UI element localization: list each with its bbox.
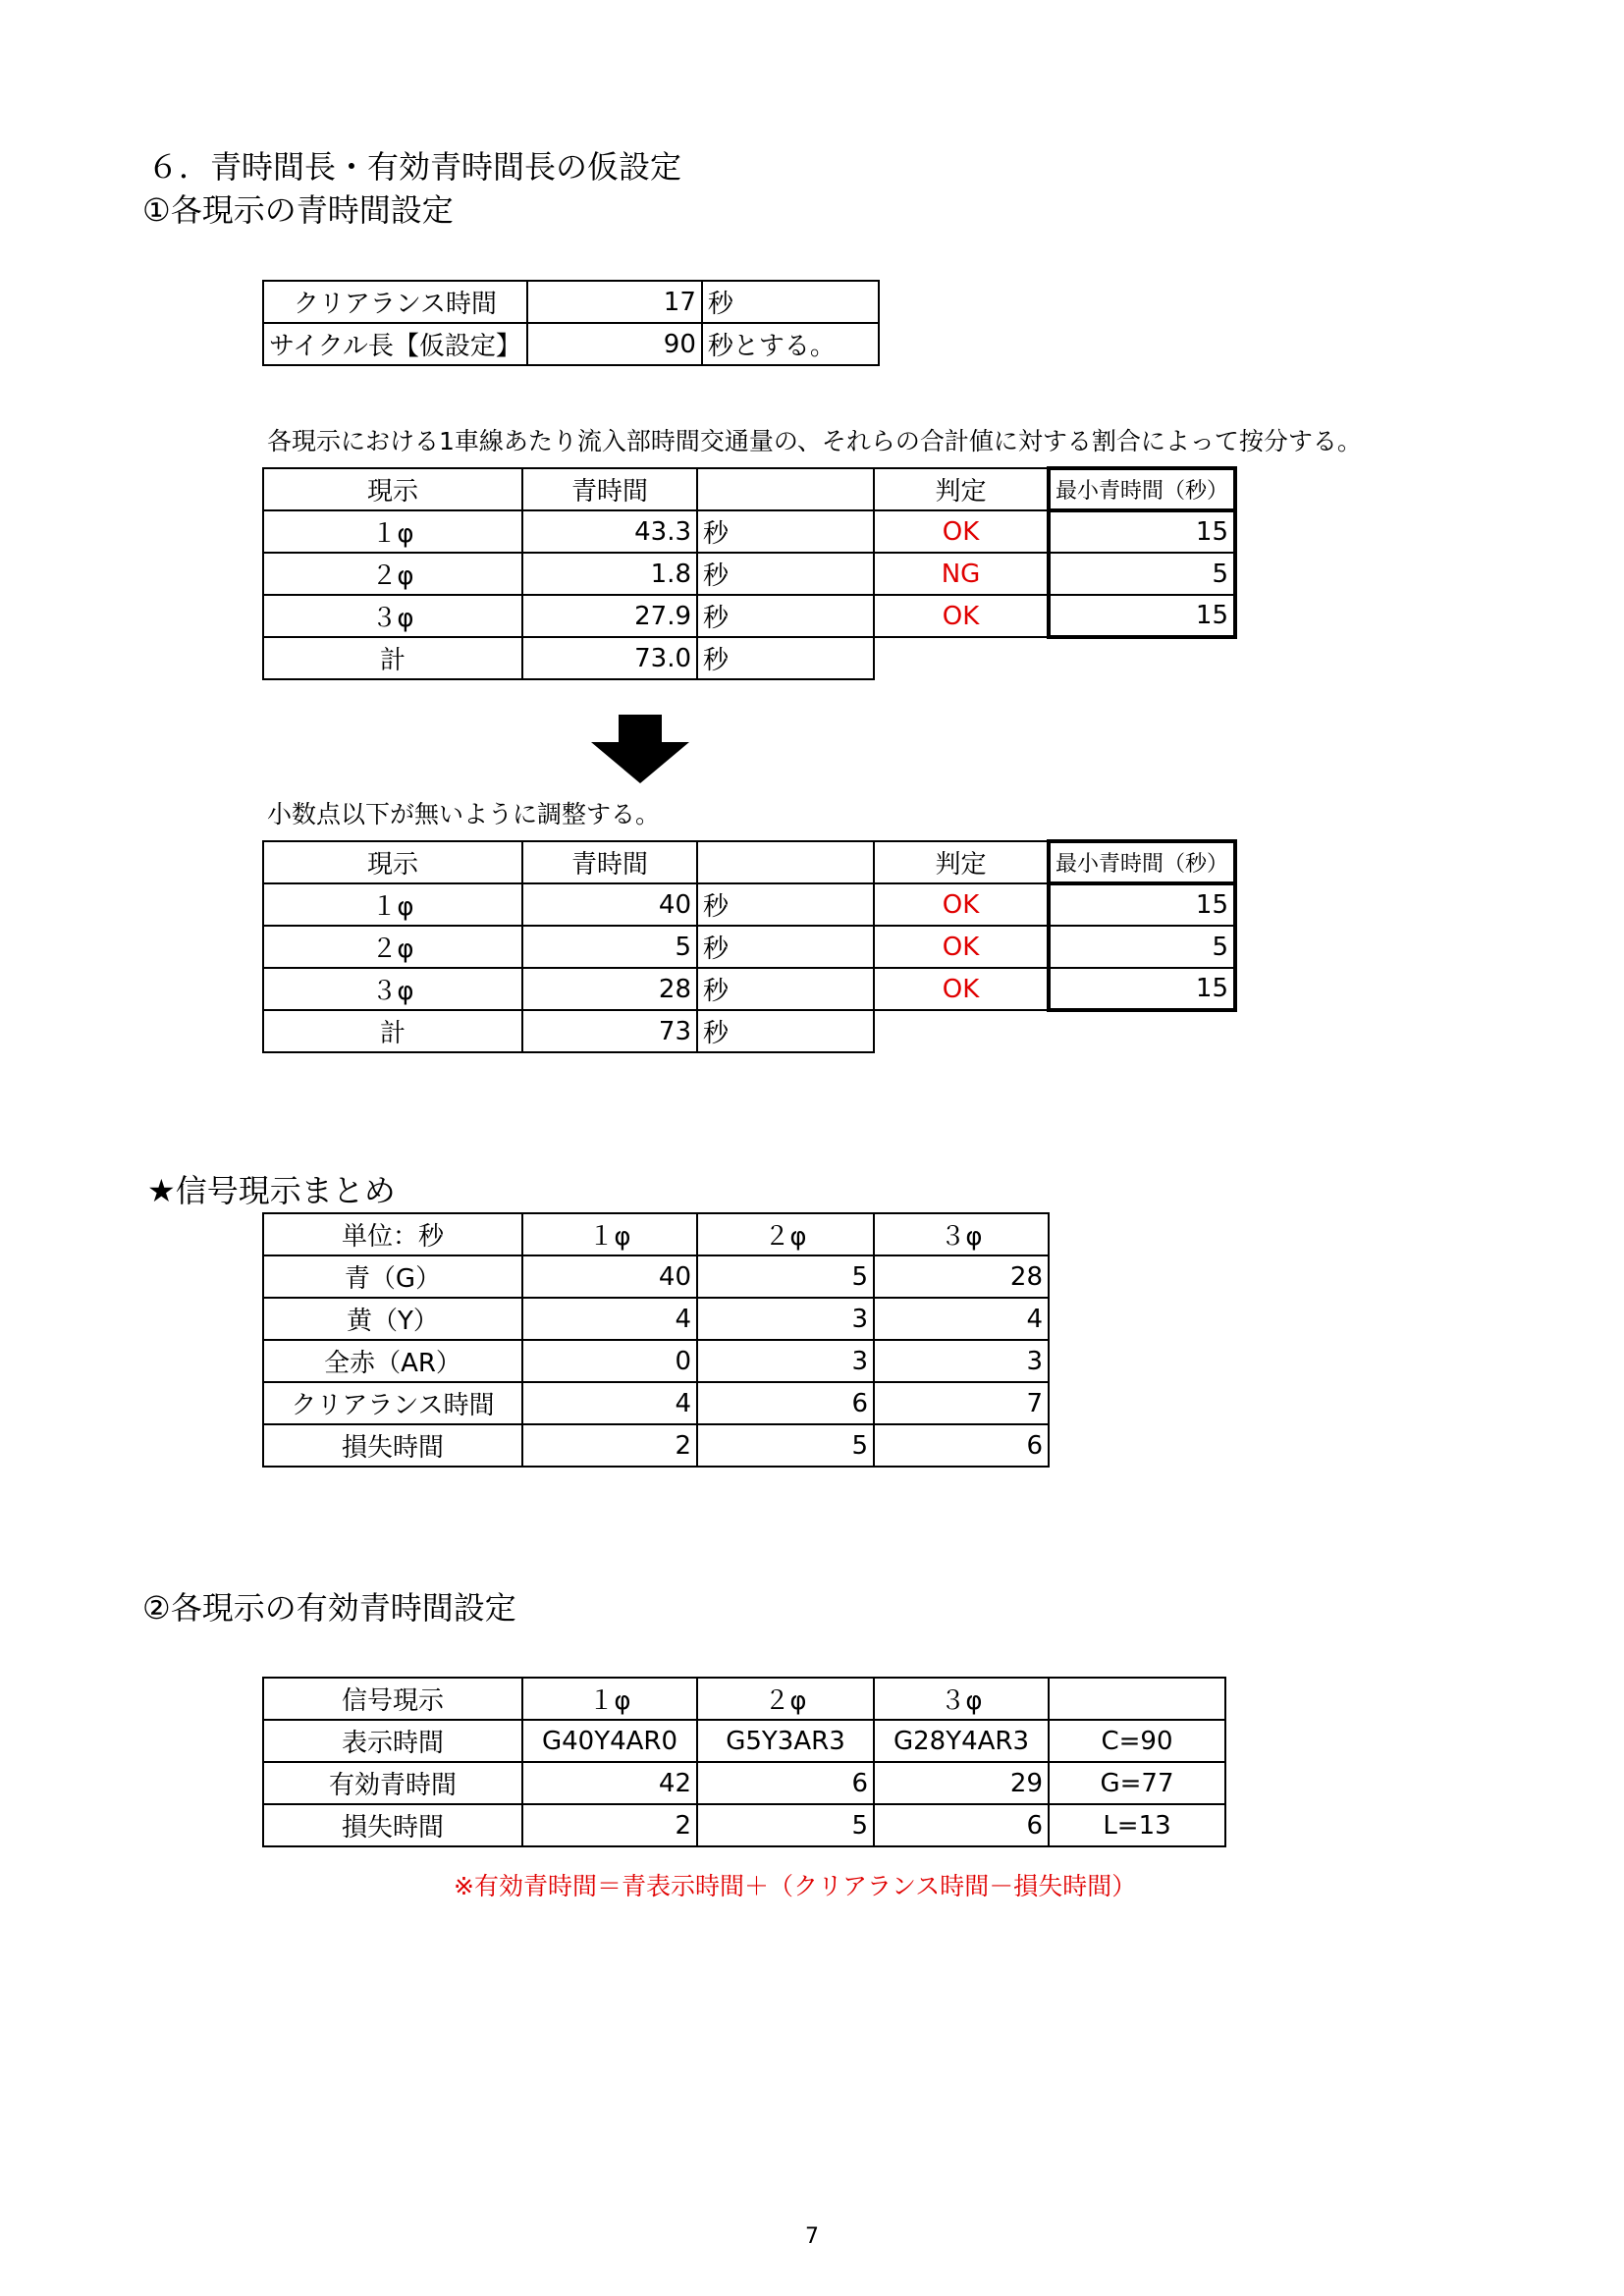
- phase-1-value: 2: [522, 1424, 697, 1467]
- setting-label: サイクル長【仮設定】: [263, 323, 527, 365]
- min-green-cell: 15: [1049, 968, 1235, 1010]
- phase-2-value: G5Y3AR3: [697, 1720, 874, 1762]
- setting-unit: 秒とする。: [702, 323, 879, 365]
- table-row: [263, 1804, 1225, 1846]
- down-arrow-icon: [591, 715, 689, 783]
- phase-cell: ３φ: [263, 595, 522, 637]
- header-blank: [697, 841, 874, 883]
- setting-label: クリアランス時間: [263, 281, 527, 323]
- header-unit: 単位：秒: [263, 1213, 522, 1255]
- header-green: 青時間: [522, 468, 697, 510]
- total-green: 73: [522, 1010, 697, 1052]
- header-totals: [1049, 1678, 1225, 1720]
- min-green-cell: 15: [1049, 595, 1235, 637]
- allocation-note: 各現示における1車線あたり流入部時間交通量の、それらの合計値に対する割合によって按分する。: [267, 427, 1362, 455]
- settings-table: [262, 280, 880, 366]
- total-label: 計: [263, 637, 522, 679]
- phase-2-value: 5: [697, 1804, 874, 1846]
- judge-cell: OK: [874, 968, 1049, 1010]
- phase-1-value: 4: [522, 1298, 697, 1340]
- judge-cell: OK: [874, 883, 1049, 926]
- table-header-row: [263, 1213, 1049, 1255]
- section-title: ６．青時間長・有効青時間長の仮設定: [147, 148, 682, 186]
- row-label: クリアランス時間: [263, 1382, 522, 1424]
- total-value: C=90: [1049, 1720, 1225, 1762]
- header-phase-3: ３φ: [874, 1213, 1049, 1255]
- subsection-title-effective-green: ②各現示の有効青時間設定: [142, 1589, 516, 1627]
- table-header-row: [263, 1678, 1225, 1720]
- table-row: [263, 510, 1235, 553]
- table-header-row: [263, 468, 1235, 510]
- table-header-row: [263, 841, 1235, 883]
- phase-cell: ２φ: [263, 926, 522, 968]
- header-green: 青時間: [522, 841, 697, 883]
- row-label: 黄（Y）: [263, 1298, 522, 1340]
- header-phase-1: １φ: [522, 1678, 697, 1720]
- green-cell: 5: [522, 926, 697, 968]
- header-min-green: 最小青時間（秒）: [1049, 841, 1235, 883]
- phase-3-value: 7: [874, 1382, 1049, 1424]
- table-row: [263, 1382, 1049, 1424]
- table-row: [263, 595, 1235, 637]
- judge-cell: OK: [874, 595, 1049, 637]
- table-row: [263, 1424, 1049, 1467]
- min-green-cell: 15: [1049, 510, 1235, 553]
- total-unit: 秒: [697, 1010, 874, 1052]
- unit-cell: 秒: [697, 595, 874, 637]
- total-label: 計: [263, 1010, 522, 1052]
- phase-1-value: 40: [522, 1255, 697, 1298]
- green-cell: 27.9: [522, 595, 697, 637]
- phase-3-value: 6: [874, 1424, 1049, 1467]
- phase-2-value: 3: [697, 1298, 874, 1340]
- table-row: [263, 553, 1235, 595]
- phase-1-value: G40Y4AR0: [522, 1720, 697, 1762]
- phase-1-value: 4: [522, 1382, 697, 1424]
- row-label: 全赤（AR）: [263, 1340, 522, 1382]
- phase-2-value: 3: [697, 1340, 874, 1382]
- phase-cell: １φ: [263, 510, 522, 553]
- green-time-table-initial: [262, 466, 1237, 680]
- green-cell: 28: [522, 968, 697, 1010]
- phase-3-value: G28Y4AR3: [874, 1720, 1049, 1762]
- row-label: 表示時間: [263, 1720, 522, 1762]
- min-green-cell: 5: [1049, 553, 1235, 595]
- header-judge: 判定: [874, 468, 1049, 510]
- table-row: [263, 1720, 1225, 1762]
- total-unit: 秒: [697, 637, 874, 679]
- unit-cell: 秒: [697, 926, 874, 968]
- setting-value: 17: [527, 281, 702, 323]
- header-phase: 現示: [263, 468, 522, 510]
- header-phase: 現示: [263, 841, 522, 883]
- subsection-title-green-time: ①各現示の青時間設定: [142, 191, 454, 229]
- judge-cell: NG: [874, 553, 1049, 595]
- phase-cell: ２φ: [263, 553, 522, 595]
- row-label: 青（G）: [263, 1255, 522, 1298]
- phase-2-value: 5: [697, 1424, 874, 1467]
- phase-3-value: 29: [874, 1762, 1049, 1804]
- table-row: [263, 883, 1235, 926]
- green-cell: 40: [522, 883, 697, 926]
- phase-cell: ３φ: [263, 968, 522, 1010]
- header-phase-1: １φ: [522, 1213, 697, 1255]
- phase-1-value: 0: [522, 1340, 697, 1382]
- judge-cell: OK: [874, 926, 1049, 968]
- header-phase-3: ３φ: [874, 1678, 1049, 1720]
- table-row: [263, 1340, 1049, 1382]
- min-green-cell: 15: [1049, 883, 1235, 926]
- unit-cell: 秒: [697, 968, 874, 1010]
- phase-3-value: 28: [874, 1255, 1049, 1298]
- judge-cell: OK: [874, 510, 1049, 553]
- table-row: [263, 968, 1235, 1010]
- green-time-table-adjusted: [262, 839, 1237, 1053]
- row-label: 損失時間: [263, 1804, 522, 1846]
- table-total-row: [263, 1010, 1235, 1052]
- header-phase-2: ２φ: [697, 1678, 874, 1720]
- phase-2-value: 6: [697, 1382, 874, 1424]
- min-green-cell: 5: [1049, 926, 1235, 968]
- green-cell: 1.8: [522, 553, 697, 595]
- unit-cell: 秒: [697, 553, 874, 595]
- page-number: 7: [805, 2224, 819, 2249]
- green-cell: 43.3: [522, 510, 697, 553]
- phase-1-value: 2: [522, 1804, 697, 1846]
- row-label: 損失時間: [263, 1424, 522, 1467]
- table-total-row: [263, 637, 1235, 679]
- header-phase-2: ２φ: [697, 1213, 874, 1255]
- header-judge: 判定: [874, 841, 1049, 883]
- formula-note: ※有効青時間＝青表示時間＋（クリアランス時間－損失時間）: [454, 1872, 1137, 1900]
- table-row: [263, 1298, 1049, 1340]
- table-row: [263, 926, 1235, 968]
- phase-3-value: 4: [874, 1298, 1049, 1340]
- unit-cell: 秒: [697, 883, 874, 926]
- table-row: [263, 1762, 1225, 1804]
- phase-3-value: 3: [874, 1340, 1049, 1382]
- setting-unit: 秒: [702, 281, 879, 323]
- phase-2-value: 5: [697, 1255, 874, 1298]
- table-row: [263, 323, 879, 365]
- table-row: [263, 281, 879, 323]
- unit-cell: 秒: [697, 510, 874, 553]
- total-value: G=77: [1049, 1762, 1225, 1804]
- table-row: [263, 1255, 1049, 1298]
- signal-summary-table: [262, 1212, 1050, 1468]
- total-green: 73.0: [522, 637, 697, 679]
- phase-cell: １φ: [263, 883, 522, 926]
- setting-value: 90: [527, 323, 702, 365]
- effective-green-table: [262, 1677, 1226, 1847]
- header-min-green: 最小青時間（秒）: [1049, 468, 1235, 510]
- phase-3-value: 6: [874, 1804, 1049, 1846]
- phase-2-value: 6: [697, 1762, 874, 1804]
- adjust-note: 小数点以下が無いように調整する。: [267, 800, 661, 828]
- total-value: L=13: [1049, 1804, 1225, 1846]
- phase-1-value: 42: [522, 1762, 697, 1804]
- summary-title: ★信号現示まとめ: [147, 1172, 396, 1209]
- row-label: 有効青時間: [263, 1762, 522, 1804]
- header-blank: [697, 468, 874, 510]
- header-signal-phase: 信号現示: [263, 1678, 522, 1720]
